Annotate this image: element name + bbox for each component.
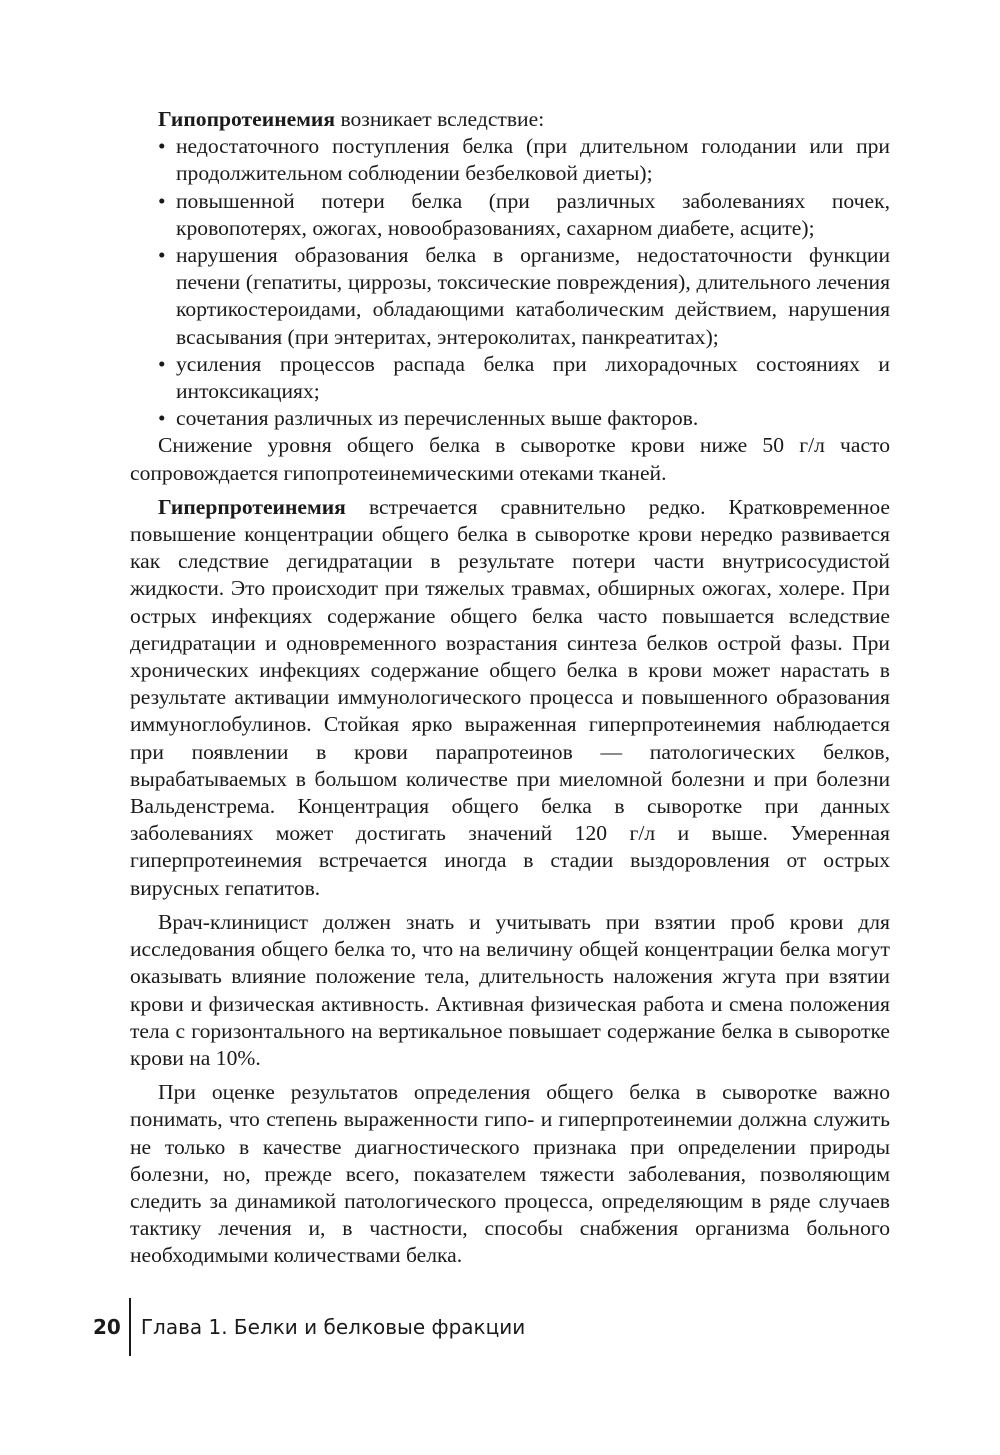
clinician-paragraph: Врач-клиницист должен знать и учитывать при взятии проб крови для исследования общего белка то, что на величину общей концентрации белка могут оказывать влияние положение тела, длительность наложения жгута при взятии крови и физическая активность. Активная физическая работа и смена положения тела с горизонтального на вертикальное повышает содержание белка в сыворотке крови на 10%.: [130, 909, 890, 1070]
list-item-text: сочетания различных из перечисленных выше факторов.: [176, 406, 699, 431]
list-item-text: недостаточного поступления белка (при длительном голодании или при продолжительном соблюдении безбелковой диеты);: [176, 134, 890, 186]
list-item-text: усиления процессов распада белка при лихорадочных состояниях и интоксикациях;: [176, 351, 890, 404]
hyperproteinemia-term: Гиперпротеинемия: [158, 494, 346, 519]
bullet-icon: •: [158, 243, 166, 268]
list-item: [130, 405, 890, 432]
list-item-text: повышенной потери белка (при различных заболеваниях почек, кровопотерях, ожогах, новообразованиях, сахарном диабете, асците);: [176, 188, 890, 240]
main-text: [130, 106, 890, 1270]
chapter-title: Глава 1. Белки и белковые фракции: [140, 1315, 526, 1339]
bullet-icon: •: [158, 351, 166, 376]
list-item: [130, 133, 890, 187]
list-item: [130, 242, 890, 351]
hyperproteinemia-paragraph: [130, 494, 890, 902]
bullet-icon: •: [158, 134, 166, 159]
bullet-icon: •: [158, 188, 166, 213]
hypoproteinemia-intro: [130, 106, 890, 133]
evaluation-paragraph: При оценке результатов определения общего белка в сыворотке важно понимать, что степень выраженности гипо- и гиперпротеинемии должна служить не только в качестве диагностического признака при определении природы болезни, но, прежде всего, показателем тяжести заболевания, позволяющим следить за динамикой патологического процесса, определяющим в ряде случаев тактику лечения и, в частности, способы снабжения организма больного необходимыми количествами белка.: [130, 1080, 890, 1268]
page-number: 20: [93, 1315, 121, 1339]
bullet-icon: •: [158, 406, 166, 431]
page-footer: [93, 1298, 525, 1356]
hypoproteinemia-intro-text: возникает вследствие:: [335, 107, 545, 131]
list-item: [130, 351, 890, 405]
list-item: [130, 188, 890, 242]
list-item-text: нарушения образования белка в организме, недостаточности функции печени (гепатиты, циррозы, токсические повреждения), длительного лечения кортикостероидами, обладающими катаболическим действием, нарушения всасывания (при энтеритах, энтероколитах, панкреатитах);: [176, 243, 890, 349]
edema-paragraph: Снижение уровня общего белка в сыворотке крови ниже 50 г/л часто сопровождается гипопротеинемическими отеками тканей.: [130, 433, 890, 485]
footer-divider: [129, 1298, 131, 1356]
causes-list: [130, 133, 890, 432]
hyperproteinemia-text: встречается сравнительно редко. Кратковременное повышение концентрации общего белка в сыворотке крови нередко развивается как следствие дегидратации в результате потери части внутрисосудистой жидкости. Это происходит при тяжелых травмах, обширных ожогах, холере. При острых инфекциях содержание общего белка часто повышается вследствие дегидратации и одновременного возрастания синтеза белков острой фазы. При хронических инфекциях содержание общего белка в крови может нарастать в результате активации иммунологического процесса и повышенного образования иммуноглобулинов. Стойкая ярко выраженная гиперпротеинемия наблюдается при появлении в крови парапротеинов — патологических белков, вырабатываемых в большом количестве при миеломной болезни и при болезни Вальденстрема. Концентрация общего белка в сыворотке при данных заболеваниях может достигать значений 120 г/л и выше. Умеренная гиперпротеинемия встречается иногда в стадии выздоровления от острых вирусных гепатитов.: [130, 494, 890, 900]
hypoproteinemia-term: Гипопротеинемия: [158, 107, 336, 131]
